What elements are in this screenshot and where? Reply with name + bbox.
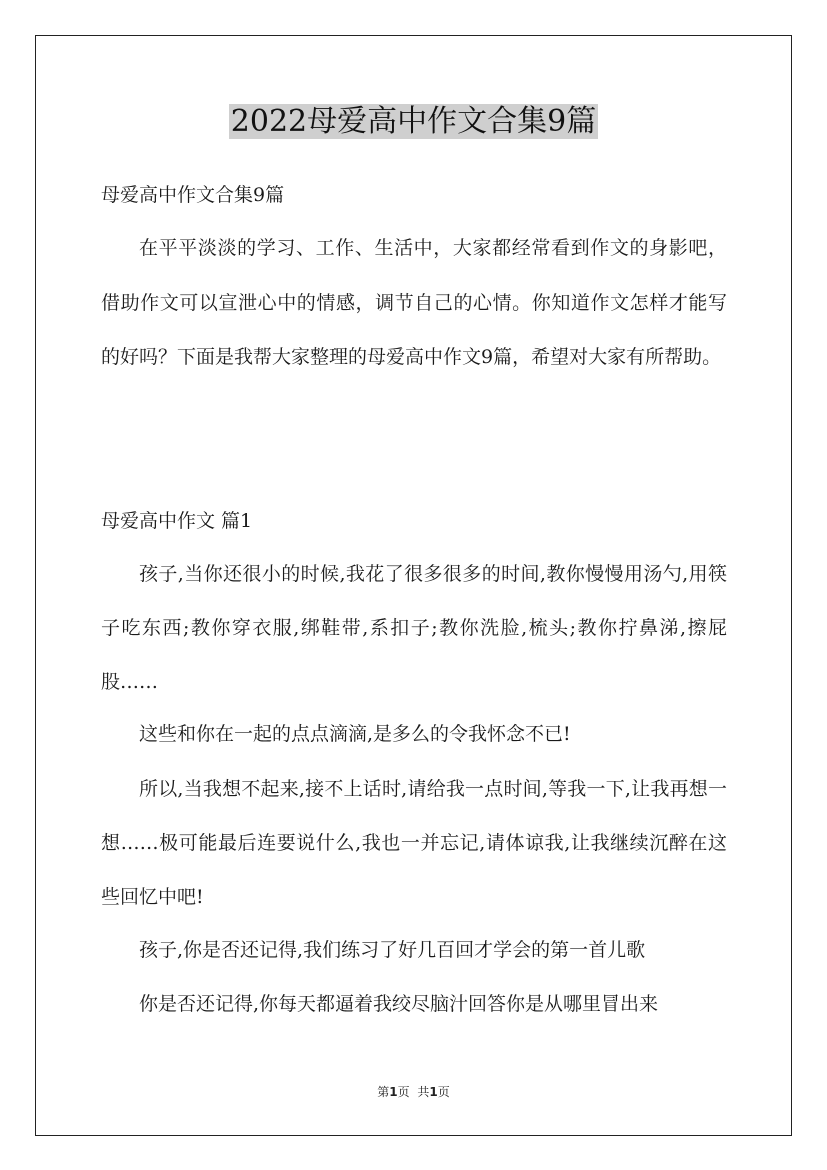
document-title (0, 100, 827, 144)
page-number: 1 (389, 1085, 398, 1099)
paragraph-4: 孩子,你是否还记得,我们练习了好几百回才学会的第一首儿歌 (139, 939, 646, 961)
total-suffix: 页 (437, 1085, 450, 1099)
paragraph-3: 所以,当我想不起来,接不上话时,请给我一点时间,等我一下,让我再想一想……极可能最后连要说什么,我也一并忘记,请体谅我,让我继续沉醉在这些回忆中吧! (101, 778, 727, 908)
total-pages: 1 (429, 1085, 438, 1099)
page-suffix: 页 (397, 1085, 410, 1099)
intro-paragraph: 在平平淡淡的学习、工作、生活中，大家都经常看到作文的身影吧，借助作文可以宣泄心中的情感，调节自己的心情。你知道作文怎样才能写的好吗？下面是我帮大家整理的母爱高中作文9篇，希望对大家有所帮助。 (101, 237, 727, 368)
paragraph-2: 这些和你在一起的点点滴滴,是多么的令我怀念不已! (139, 723, 571, 745)
page-prefix: 第 (377, 1085, 390, 1099)
paragraph-5: 你是否还记得,你每天都逼着我绞尽脑汁回答你是从哪里冒出来 (139, 993, 659, 1015)
total-prefix: 共 (417, 1085, 430, 1099)
paragraph-1: 孩子,当你还很小的时候,我花了很多很多的时间,教你慢慢用汤勺,用筷子吃东西;教你穿衣服,绑鞋带,系扣子;教你洗脸,梳头;教你拧鼻涕,擦屁股…… (101, 563, 727, 693)
page-footer (0, 1083, 827, 1100)
document-subtitle: 母爱高中作文合集9篇 (101, 184, 285, 206)
document-title-text: 2022母爱高中作文合集9篇 (230, 104, 597, 139)
section-heading: 母爱高中作文 篇1 (101, 510, 253, 532)
